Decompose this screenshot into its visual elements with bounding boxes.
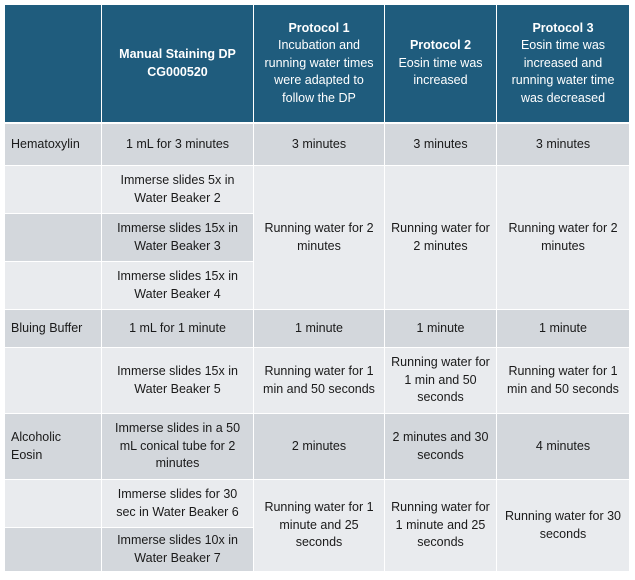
table-row-eosin — [5, 414, 630, 480]
stage-hematoxylin: Hematoxylin — [5, 124, 102, 166]
cell-hematoxylin-p3: 3 minutes — [497, 124, 630, 166]
stage-bluing: Bluing Buffer — [5, 310, 102, 348]
stage-wash1-c — [5, 262, 102, 310]
cell-bluing-p1: 1 minute — [254, 310, 385, 348]
header-manual-dp — [102, 5, 254, 124]
stage-wash3-a — [5, 480, 102, 528]
header-protocol-1 — [254, 5, 385, 124]
header-protocol-2-title: Protocol 2 — [409, 38, 472, 53]
header-stage-column — [5, 5, 102, 124]
table-row-bluing — [5, 310, 630, 348]
header-protocol-1-desc: Incubation and running water times were adapted to follow the DP — [264, 38, 374, 105]
cell-bluing-p3: 1 minute — [497, 310, 630, 348]
cell-eosin-dp: Immerse slides in a 50 mL conical tube for 2 minutes — [102, 414, 254, 480]
cell-wash1-p1: Running water for 2 minutes — [254, 166, 385, 310]
cell-eosin-p1: 2 minutes — [254, 414, 385, 480]
cell-wash3-dp-b: Immerse slides 10x in Water Beaker 7 — [102, 528, 254, 572]
cell-wash1-p3: Running water for 2 minutes — [497, 166, 630, 310]
cell-hematoxylin-p1: 3 minutes — [254, 124, 385, 166]
header-protocol-2 — [385, 5, 497, 124]
header-protocol-3-title: Protocol 3 — [532, 20, 594, 35]
cell-wash1-dp-a: Immerse slides 5x in Water Beaker 2 — [102, 166, 254, 214]
cell-wash3-dp-a: Immerse slides for 30 sec in Water Beaker 6 — [102, 480, 254, 528]
table-row-wash3-a — [5, 480, 630, 528]
header-protocol-1-title: Protocol 1 — [288, 20, 350, 35]
table-row-hematoxylin — [5, 124, 630, 166]
stage-wash3-b — [5, 528, 102, 572]
cell-wash2-dp: Immerse slides 15x in Water Beaker 5 — [102, 348, 254, 414]
stage-wash1-a — [5, 166, 102, 214]
cell-wash3-p3: Running water for 30 seconds — [497, 480, 630, 572]
cell-wash3-p2: Running water for 1 minute and 25 seconds — [385, 480, 497, 572]
cell-bluing-p2: 1 minute — [385, 310, 497, 348]
header-row — [5, 5, 630, 124]
table-row-wash2 — [5, 348, 630, 414]
cell-eosin-p2: 2 minutes and 30 seconds — [385, 414, 497, 480]
cell-eosin-p3: 4 minutes — [497, 414, 630, 480]
header-protocol-2-desc: Eosin time was increased — [398, 55, 483, 88]
header-manual-dp-title: Manual Staining DP CG000520 — [119, 47, 236, 79]
cell-wash1-p2: Running water for 2 minutes — [385, 166, 497, 310]
header-protocol-3-desc: Eosin time was increased and running water time was decreased — [511, 38, 615, 105]
stage-eosin: Alcoholic Eosin — [5, 414, 102, 480]
header-protocol-3 — [497, 5, 630, 124]
cell-wash2-p2: Running water for 1 min and 50 seconds — [385, 348, 497, 414]
staining-protocol-table — [5, 5, 630, 572]
table-row-wash1-a — [5, 166, 630, 214]
cell-bluing-dp: 1 mL for 1 minute — [102, 310, 254, 348]
cell-wash3-p1: Running water for 1 minute and 25 seconds — [254, 480, 385, 572]
cell-wash1-dp-c: Immerse slides 15x in Water Beaker 4 — [102, 262, 254, 310]
cell-wash1-dp-b: Immerse slides 15x in Water Beaker 3 — [102, 214, 254, 262]
cell-wash2-p3: Running water for 1 min and 50 seconds — [497, 348, 630, 414]
stage-wash2 — [5, 348, 102, 414]
cell-hematoxylin-dp: 1 mL for 3 minutes — [102, 124, 254, 166]
cell-hematoxylin-p2: 3 minutes — [385, 124, 497, 166]
stage-wash1-b — [5, 214, 102, 262]
cell-wash2-p1: Running water for 1 min and 50 seconds — [254, 348, 385, 414]
